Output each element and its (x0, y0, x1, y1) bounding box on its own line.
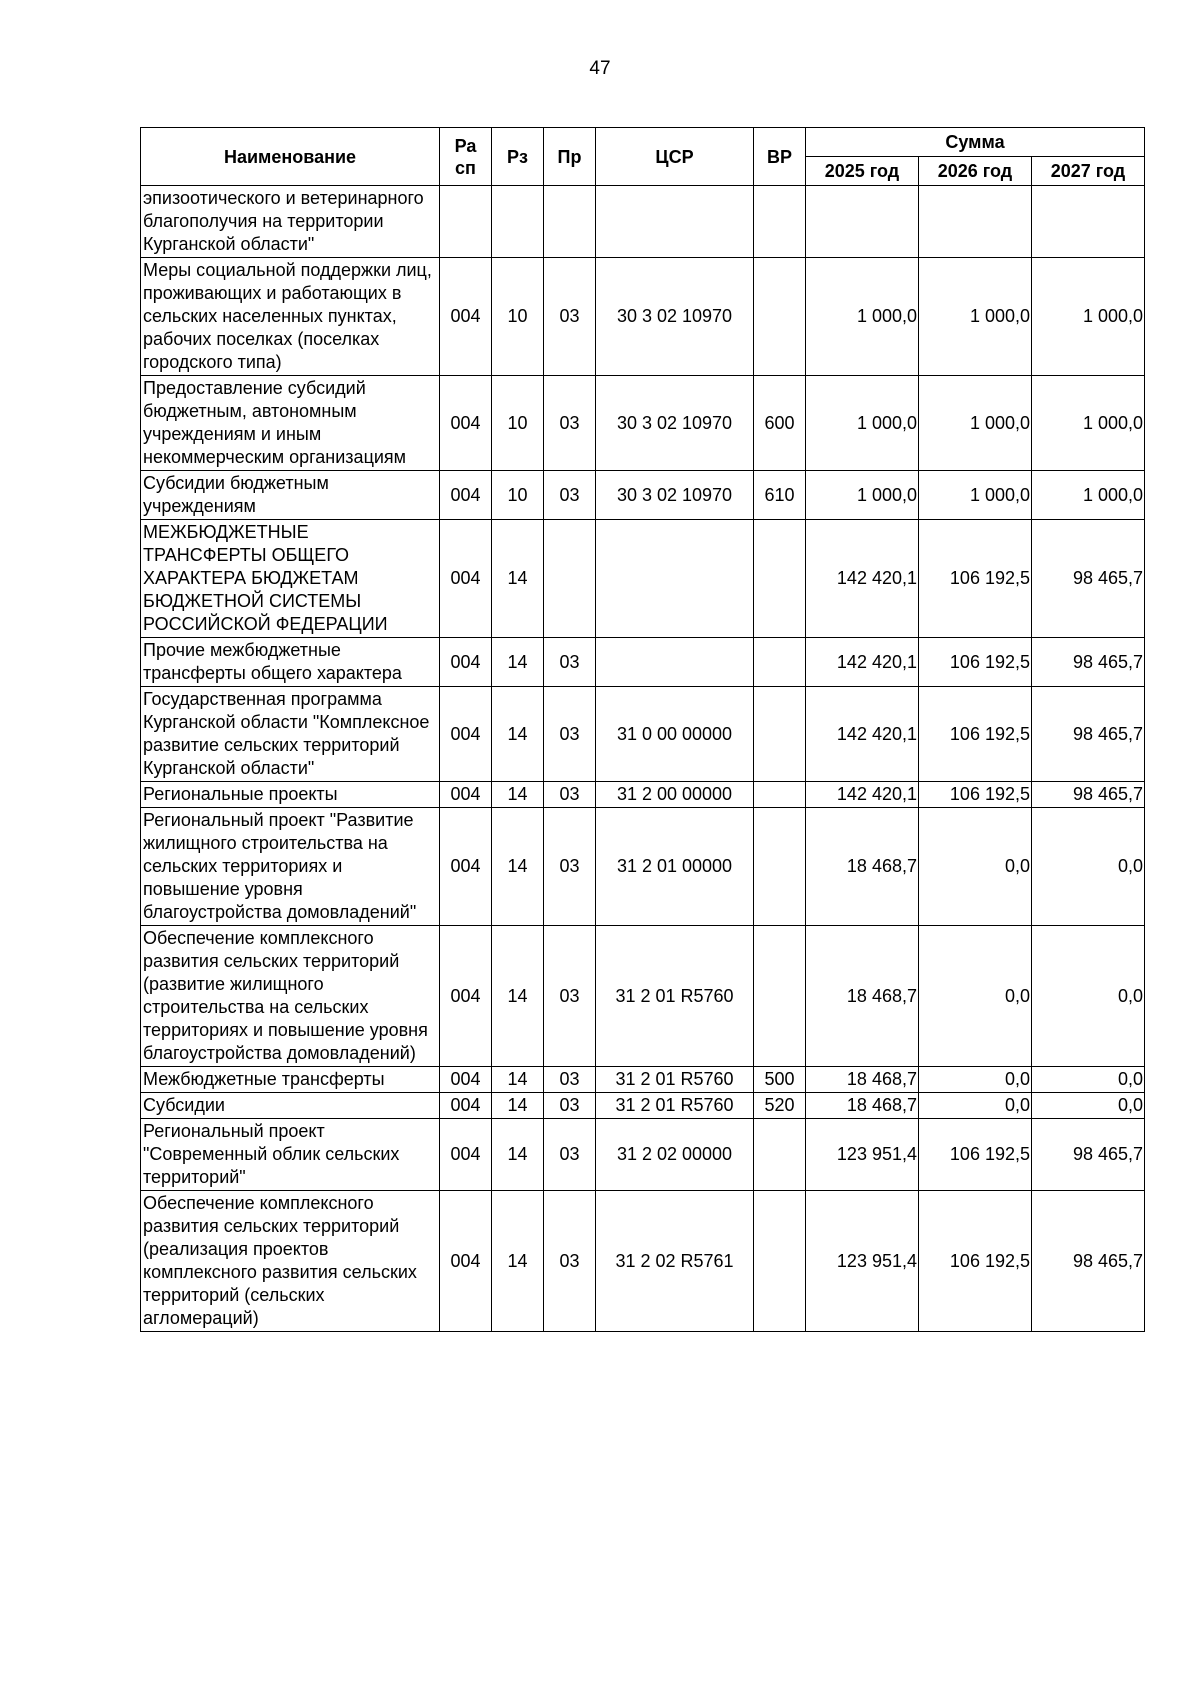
cell-rz: 14 (492, 1093, 544, 1119)
cell-pr: 03 (544, 638, 596, 687)
cell-csr (596, 186, 754, 258)
cell-csr: 31 2 01 R5760 (596, 1067, 754, 1093)
cell-vr (754, 1191, 806, 1332)
cell-vr (754, 687, 806, 782)
page-number: 47 (589, 58, 611, 79)
header-rasp: Ра сп (440, 128, 492, 186)
cell-name: эпизоотического и ветеринарного благополучия на территории Курганской области" (141, 186, 440, 258)
cell-rasp: 004 (440, 520, 492, 638)
cell-2026: 106 192,5 (919, 782, 1032, 808)
cell-2027: 98 465,7 (1032, 782, 1145, 808)
cell-vr: 520 (754, 1093, 806, 1119)
cell-vr (754, 186, 806, 258)
table-row (141, 782, 1145, 808)
cell-csr (596, 638, 754, 687)
table-row (141, 186, 1145, 258)
cell-2027: 0,0 (1032, 926, 1145, 1067)
cell-rasp: 004 (440, 1093, 492, 1119)
cell-2026: 1 000,0 (919, 471, 1032, 520)
cell-rasp: 004 (440, 638, 492, 687)
cell-2025: 1 000,0 (806, 376, 919, 471)
cell-rz: 14 (492, 1191, 544, 1332)
cell-pr (544, 186, 596, 258)
cell-2027: 1 000,0 (1032, 471, 1145, 520)
cell-pr: 03 (544, 808, 596, 926)
cell-rz: 14 (492, 1119, 544, 1191)
cell-name: Предоставление субсидий бюджетным, автономным учреждениям и иным некоммерческим организациям (141, 376, 440, 471)
cell-rasp: 004 (440, 1067, 492, 1093)
cell-rz (492, 186, 544, 258)
header-year-2026: 2026 год (919, 157, 1032, 186)
header-sum: Сумма (806, 128, 1145, 157)
table-row (141, 258, 1145, 376)
cell-csr: 31 0 00 00000 (596, 687, 754, 782)
cell-2025: 18 468,7 (806, 926, 919, 1067)
cell-rasp: 004 (440, 471, 492, 520)
cell-2025: 142 420,1 (806, 638, 919, 687)
table-row (141, 1093, 1145, 1119)
cell-rasp: 004 (440, 376, 492, 471)
cell-pr: 03 (544, 1067, 596, 1093)
cell-rasp: 004 (440, 808, 492, 926)
cell-csr: 31 2 00 00000 (596, 782, 754, 808)
cell-2025: 18 468,7 (806, 808, 919, 926)
table-row (141, 926, 1145, 1067)
cell-name: Межбюджетные трансферты (141, 1067, 440, 1093)
header-year-2025: 2025 год (806, 157, 919, 186)
cell-2026: 1 000,0 (919, 258, 1032, 376)
cell-2026: 106 192,5 (919, 1191, 1032, 1332)
cell-2026 (919, 186, 1032, 258)
cell-2025: 1 000,0 (806, 471, 919, 520)
cell-name: Обеспечение комплексного развития сельских территорий (реализация проектов комплексного развития сельских территорий (сельских агломераций) (141, 1191, 440, 1332)
cell-2027: 98 465,7 (1032, 1191, 1145, 1332)
cell-pr: 03 (544, 471, 596, 520)
cell-rasp: 004 (440, 258, 492, 376)
cell-name: Субсидии бюджетным учреждениям (141, 471, 440, 520)
cell-2025 (806, 186, 919, 258)
cell-name: Прочие межбюджетные трансферты общего характера (141, 638, 440, 687)
cell-pr: 03 (544, 687, 596, 782)
cell-2027: 98 465,7 (1032, 687, 1145, 782)
table-row (141, 520, 1145, 638)
cell-rz: 14 (492, 520, 544, 638)
cell-rasp: 004 (440, 926, 492, 1067)
cell-rasp: 004 (440, 782, 492, 808)
cell-name: Государственная программа Курганской области "Комплексное развитие сельских территорий Курганской области" (141, 687, 440, 782)
cell-csr: 31 2 02 00000 (596, 1119, 754, 1191)
cell-csr: 30 3 02 10970 (596, 258, 754, 376)
cell-2026: 106 192,5 (919, 638, 1032, 687)
cell-vr: 610 (754, 471, 806, 520)
cell-vr (754, 782, 806, 808)
cell-name: Субсидии (141, 1093, 440, 1119)
cell-name: Меры социальной поддержки лиц, проживающих и работающих в сельских населенных пунктах, рабочих поселках (поселках городского типа) (141, 258, 440, 376)
table-row (141, 376, 1145, 471)
cell-vr (754, 638, 806, 687)
header-rz: Рз (492, 128, 544, 186)
cell-rz: 10 (492, 376, 544, 471)
table-row (141, 808, 1145, 926)
header-pr: Пр (544, 128, 596, 186)
cell-vr: 500 (754, 1067, 806, 1093)
cell-2026: 0,0 (919, 1067, 1032, 1093)
cell-csr: 30 3 02 10970 (596, 471, 754, 520)
table-body (141, 186, 1145, 1332)
cell-pr: 03 (544, 258, 596, 376)
cell-csr: 31 2 01 00000 (596, 808, 754, 926)
cell-name: Региональный проект "Развитие жилищного строительства на сельских территориях и повышение уровня благоустройства домовладений" (141, 808, 440, 926)
cell-2025: 142 420,1 (806, 687, 919, 782)
cell-vr: 600 (754, 376, 806, 471)
cell-vr (754, 258, 806, 376)
cell-rasp (440, 186, 492, 258)
cell-name: Региональные проекты (141, 782, 440, 808)
cell-2025: 142 420,1 (806, 520, 919, 638)
table-row (141, 471, 1145, 520)
cell-rz: 10 (492, 471, 544, 520)
cell-pr: 03 (544, 1119, 596, 1191)
cell-rz: 14 (492, 638, 544, 687)
cell-2025: 1 000,0 (806, 258, 919, 376)
cell-csr (596, 520, 754, 638)
cell-rasp: 004 (440, 1119, 492, 1191)
header-vr: ВР (754, 128, 806, 186)
cell-2025: 123 951,4 (806, 1191, 919, 1332)
cell-2027 (1032, 186, 1145, 258)
cell-csr: 30 3 02 10970 (596, 376, 754, 471)
budget-table (140, 127, 1145, 1332)
cell-name: Региональный проект "Современный облик сельских территорий" (141, 1119, 440, 1191)
cell-2027: 98 465,7 (1032, 638, 1145, 687)
cell-rz: 14 (492, 808, 544, 926)
cell-pr: 03 (544, 1093, 596, 1119)
cell-vr (754, 1119, 806, 1191)
table-row (141, 687, 1145, 782)
cell-2027: 0,0 (1032, 1067, 1145, 1093)
table-header (141, 128, 1145, 186)
cell-2025: 18 468,7 (806, 1067, 919, 1093)
cell-vr (754, 926, 806, 1067)
header-csr: ЦСР (596, 128, 754, 186)
cell-2025: 18 468,7 (806, 1093, 919, 1119)
cell-pr: 03 (544, 926, 596, 1067)
cell-2025: 142 420,1 (806, 782, 919, 808)
cell-2027: 0,0 (1032, 808, 1145, 926)
cell-pr: 03 (544, 1191, 596, 1332)
cell-2026: 0,0 (919, 808, 1032, 926)
cell-rz: 10 (492, 258, 544, 376)
cell-rz: 14 (492, 687, 544, 782)
cell-2026: 106 192,5 (919, 687, 1032, 782)
cell-csr: 31 2 01 R5760 (596, 926, 754, 1067)
cell-2027: 1 000,0 (1032, 258, 1145, 376)
table-row (141, 1191, 1145, 1332)
cell-csr: 31 2 02 R5761 (596, 1191, 754, 1332)
cell-rasp: 004 (440, 687, 492, 782)
cell-rz: 14 (492, 782, 544, 808)
cell-pr: 03 (544, 782, 596, 808)
cell-vr (754, 808, 806, 926)
cell-vr (754, 520, 806, 638)
cell-pr: 03 (544, 376, 596, 471)
cell-name: МЕЖБЮДЖЕТНЫЕ ТРАНСФЕРТЫ ОБЩЕГО ХАРАКТЕРА БЮДЖЕТАМ БЮДЖЕТНОЙ СИСТЕМЫ РОССИЙСКОЙ ФЕДЕРАЦИИ (141, 520, 440, 638)
cell-rz: 14 (492, 1067, 544, 1093)
cell-2026: 0,0 (919, 1093, 1032, 1119)
cell-pr (544, 520, 596, 638)
header-name: Наименование (141, 128, 440, 186)
cell-name: Обеспечение комплексного развития сельских территорий (развитие жилищного строительства на сельских территориях и повышение уровня благоустройства домовладений) (141, 926, 440, 1067)
header-year-2027: 2027 год (1032, 157, 1145, 186)
table-row (141, 638, 1145, 687)
cell-2026: 1 000,0 (919, 376, 1032, 471)
cell-2027: 98 465,7 (1032, 520, 1145, 638)
cell-2027: 98 465,7 (1032, 1119, 1145, 1191)
cell-2025: 123 951,4 (806, 1119, 919, 1191)
table-row (141, 1067, 1145, 1093)
cell-csr: 31 2 01 R5760 (596, 1093, 754, 1119)
cell-rz: 14 (492, 926, 544, 1067)
table-row (141, 1119, 1145, 1191)
cell-2027: 0,0 (1032, 1093, 1145, 1119)
cell-rasp: 004 (440, 1191, 492, 1332)
cell-2026: 106 192,5 (919, 1119, 1032, 1191)
cell-2026: 0,0 (919, 926, 1032, 1067)
cell-2026: 106 192,5 (919, 520, 1032, 638)
cell-2027: 1 000,0 (1032, 376, 1145, 471)
